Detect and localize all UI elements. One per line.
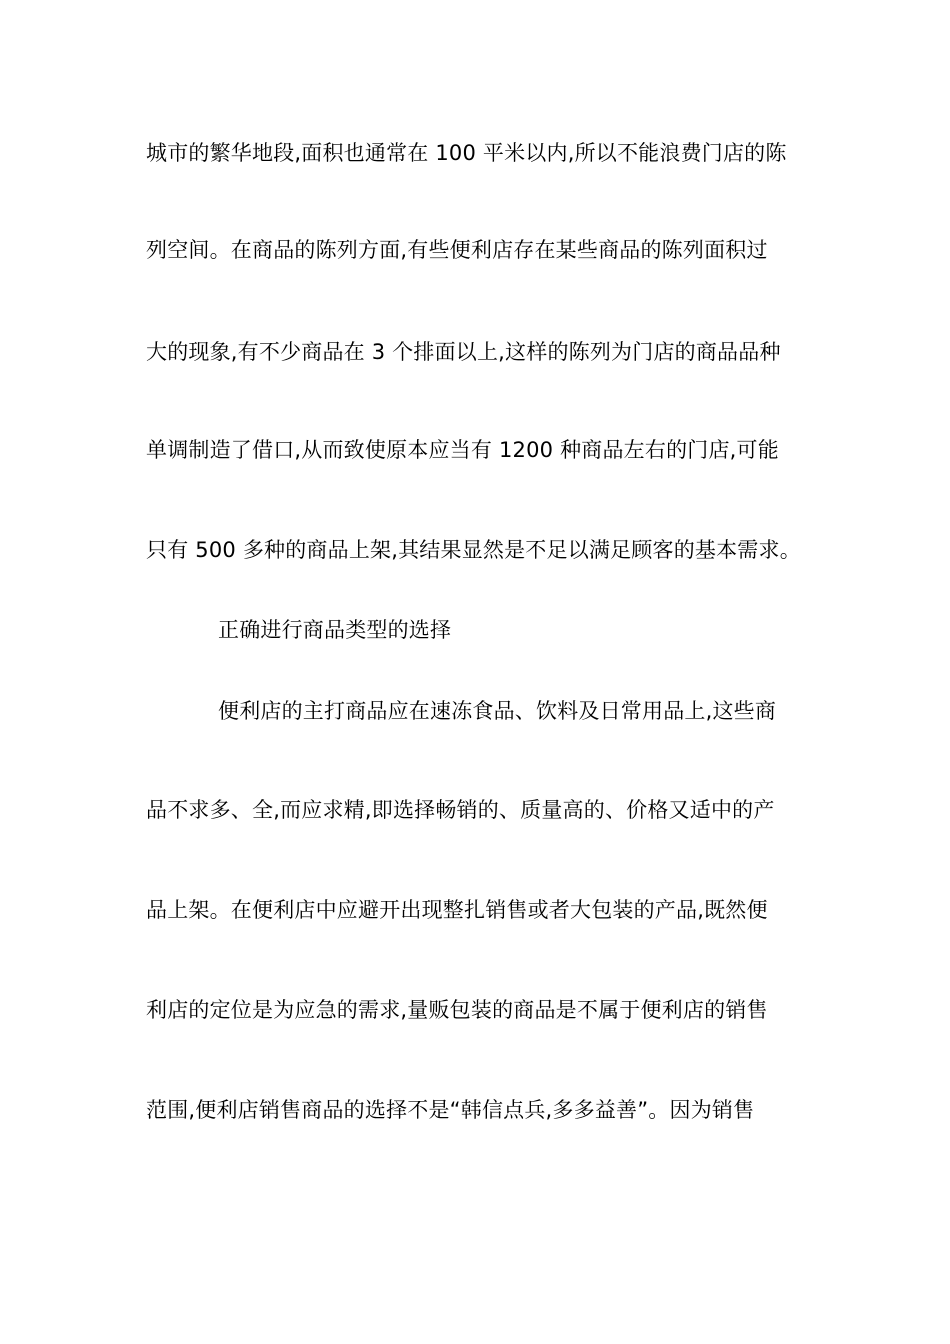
- paragraph-line-9: 利店的定位是为应急的需求,量贩包装的商品是不属于便利店的销售: [146, 998, 768, 1022]
- paragraph-line-4: 单调制造了借口,从而致使原本应当有 1200 种商品左右的门店,可能: [146, 438, 779, 462]
- paragraph-line-1: 城市的繁华地段,面积也通常在 100 平米以内,所以不能浪费门店的陈: [146, 141, 787, 165]
- paragraph-line-6: 便利店的主打商品应在速冻食品、饮料及日常用品上,这些商: [218, 699, 777, 723]
- paragraph-line-10: 范围,便利店销售商品的选择不是“韩信点兵,多多益善”。因为销售: [146, 1098, 755, 1122]
- paragraph-line-7: 品不求多、全,而应求精,即选择畅销的、质量高的、价格又适中的产: [146, 798, 775, 822]
- section-heading: 正确进行商品类型的选择: [218, 618, 452, 642]
- paragraph-line-3: 大的现象,有不少商品在 3 个排面以上,这样的陈列为门店的商品品种: [146, 340, 781, 364]
- paragraph-line-5: 只有 500 多种的商品上架,其结果显然是不足以满足顾客的基本需求。: [146, 538, 801, 562]
- paragraph-line-2: 列空间。在商品的陈列方面,有些便利店存在某些商品的陈列面积过: [146, 238, 768, 262]
- paragraph-line-8: 品上架。在便利店中应避开出现整扎销售或者大包装的产品,既然便: [146, 898, 768, 922]
